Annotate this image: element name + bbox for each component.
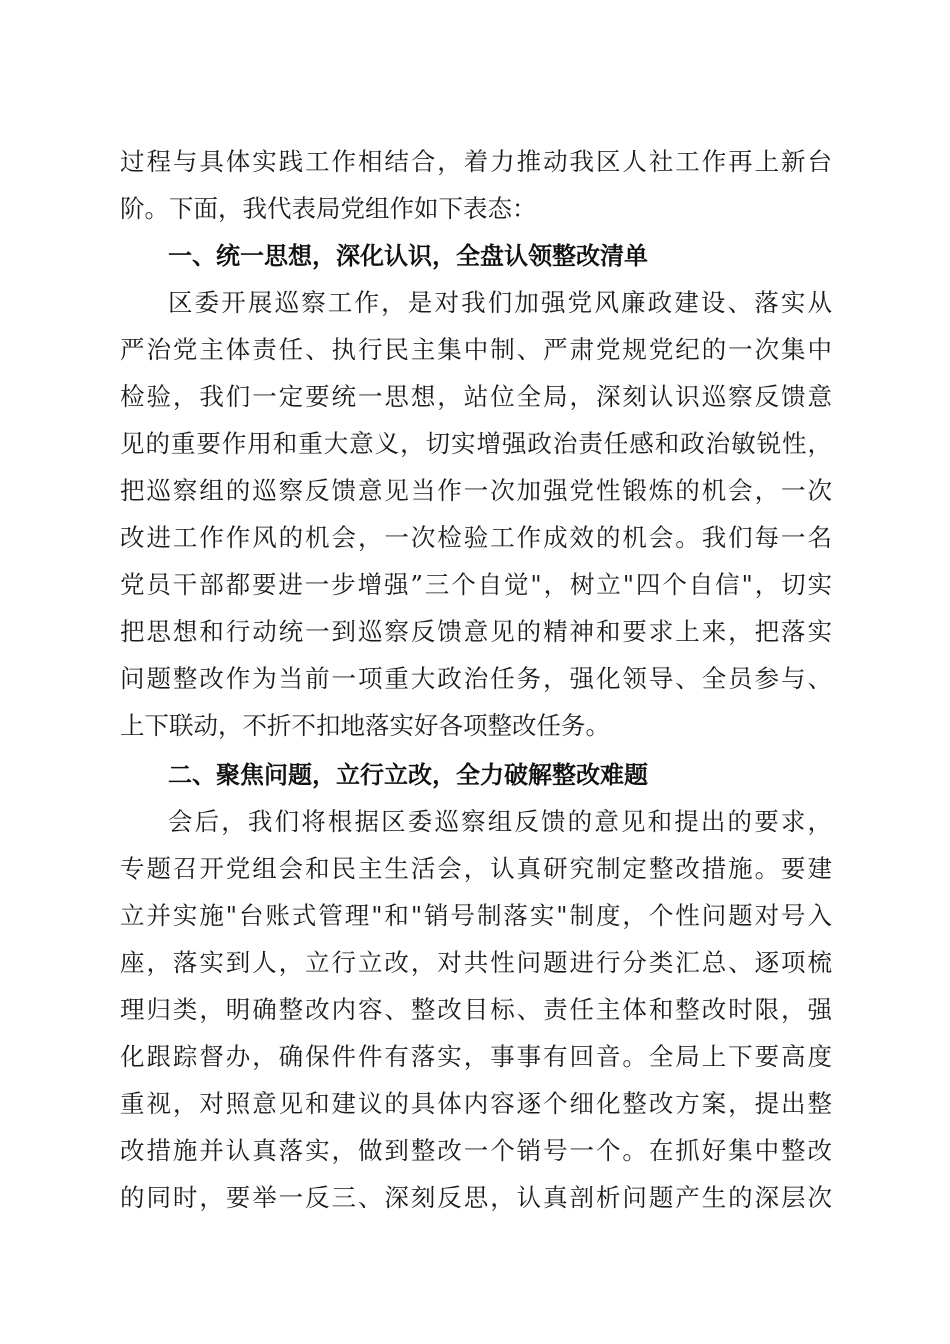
- section-heading-1: 一、统一思想，深化认识，全盘认领整改清单: [168, 242, 648, 270]
- body-text-line: 阶。下面，我代表局党组作如下表态：: [120, 194, 537, 223]
- body-text-line: 问题整改作为当前一项重大政治任务，强化领导、全员参与、: [120, 664, 832, 693]
- body-text-line: 严治党主体责任、执行民主集中制、严肃党规党纪的一次集中: [120, 335, 832, 364]
- body-text-line: 改进工作作风的机会，一次检验工作成效的机会。我们每一名: [120, 523, 832, 552]
- body-text-line: 立并实施"台账式管理"和"销号制落实"制度，个性问题对号入: [120, 901, 832, 930]
- body-text-line: 见的重要作用和重大意义，切实增强政治责任感和政治敏锐性，: [120, 429, 832, 458]
- body-text-line: 党员干部都要进一步增强”三个自觉"，树立"四个自信"，切实: [120, 570, 832, 599]
- section-heading-2: 二、聚焦问题，立行立改，全力破解整改难题: [168, 761, 648, 789]
- body-text-line: 过程与具体实践工作相结合，着力推动我区人社工作再上新台: [120, 147, 832, 176]
- body-text-line: 化跟踪督办，确保件件有落实，事事有回音。全局上下要高度: [120, 1042, 832, 1071]
- body-text-line: 专题召开党组会和民主生活会，认真研究制定整改措施。要建: [120, 854, 832, 883]
- body-text-line: 理归类，明确整改内容、整改目标、责任主体和整改时限，强: [120, 995, 832, 1024]
- body-text-line: 的同时，要举一反三、深刻反思，认真剖析问题产生的深层次: [120, 1183, 832, 1212]
- body-text-line: 检验，我们一定要统一思想，站位全局，深刻认识巡察反馈意: [120, 382, 832, 411]
- body-text-line: 上下联动，不折不扣地落实好各项整改任务。: [120, 711, 610, 740]
- body-text-line: 重视，对照意见和建议的具体内容逐个细化整改方案，提出整: [120, 1089, 832, 1118]
- body-text-line: 把思想和行动统一到巡察反馈意见的精神和要求上来，把落实: [120, 617, 832, 646]
- body-text-line: 改措施并认真落实，做到整改一个销号一个。在抓好集中整改: [120, 1136, 832, 1165]
- body-text-line: 会后，我们将根据区委巡察组反馈的意见和提出的要求，: [168, 807, 832, 836]
- body-text-line: 座，落实到人，立行立改，对共性问题进行分类汇总、逐项梳: [120, 948, 832, 977]
- body-text-line: 区委开展巡察工作，是对我们加强党风廉政建设、落实从: [168, 288, 832, 317]
- body-text-line: 把巡察组的巡察反馈意见当作一次加强党性锻炼的机会，一次: [120, 476, 832, 505]
